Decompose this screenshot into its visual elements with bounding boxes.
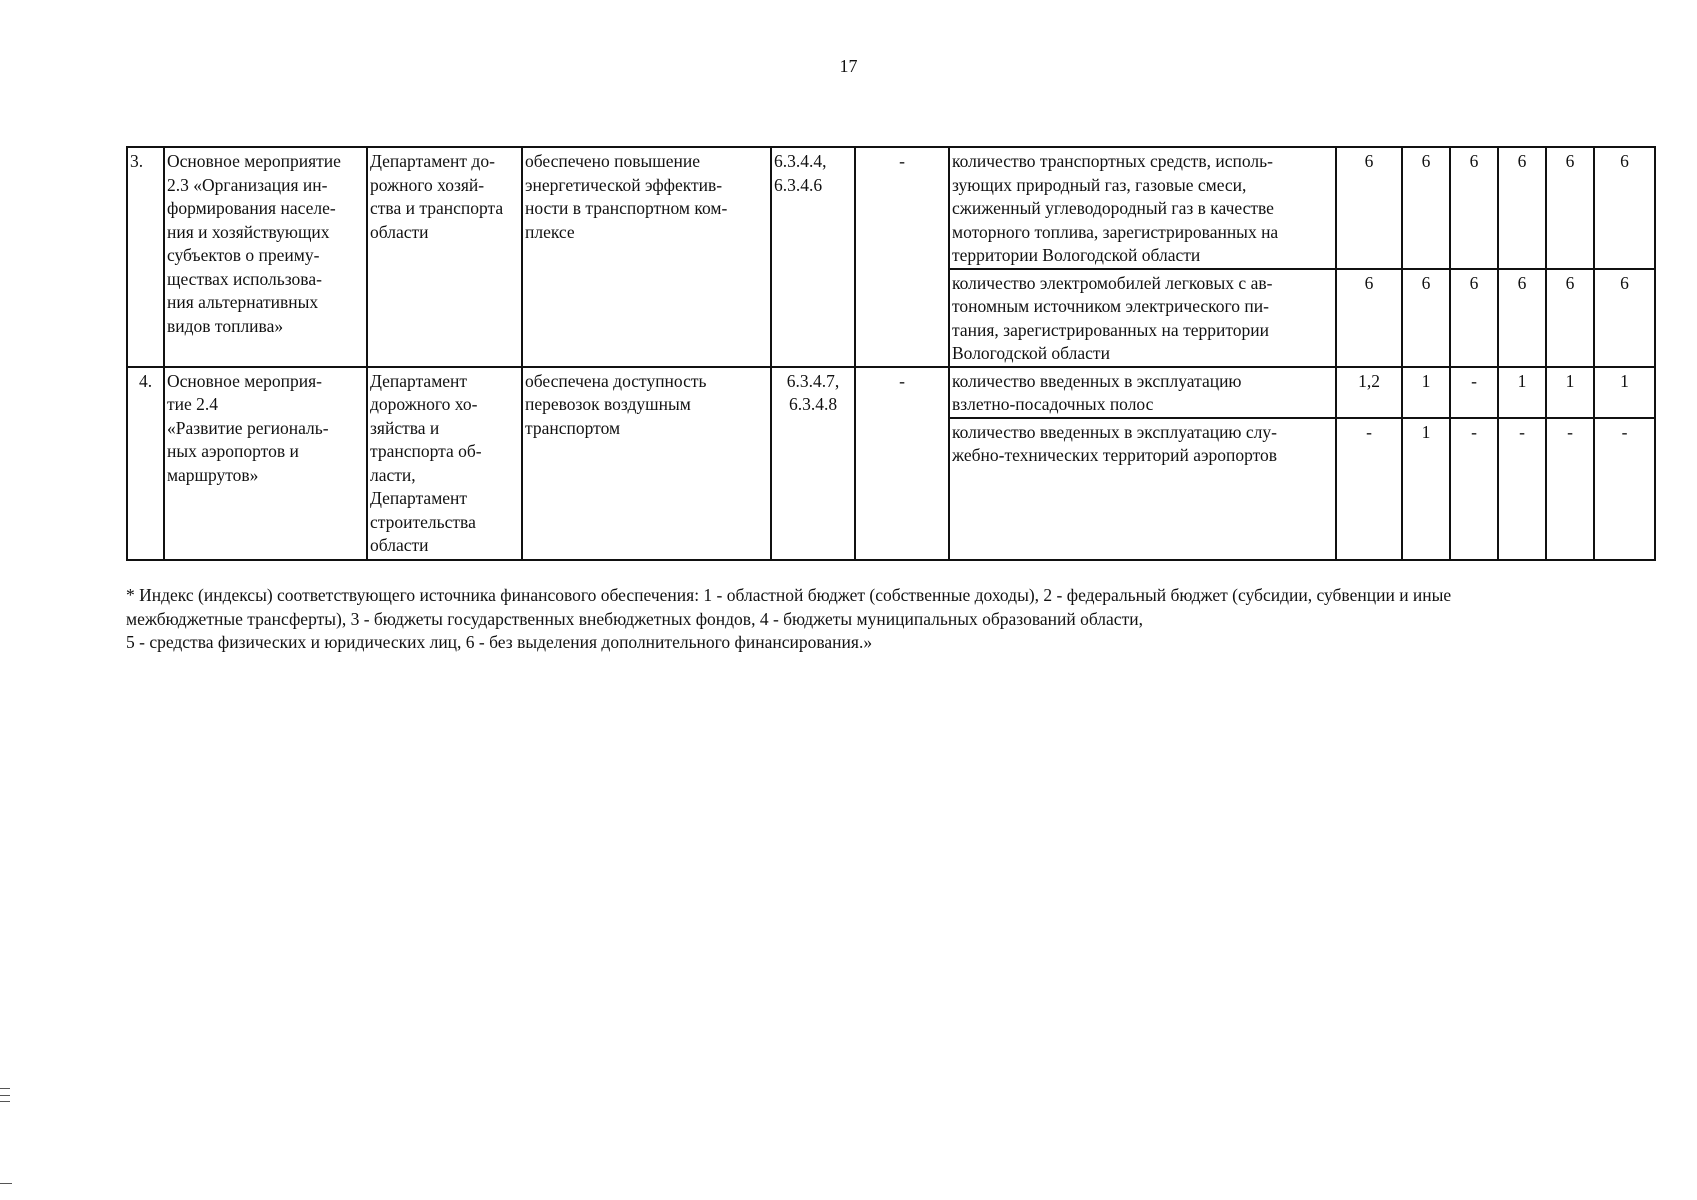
indicator-value: -	[1336, 418, 1402, 560]
indicator-value: -	[1450, 418, 1498, 560]
scan-artifact	[0, 1095, 10, 1096]
footnote-line: 5 - средства физических и юридических лиц, 6 - без выделения дополнительного финансирования.»	[126, 632, 873, 652]
indicator-value: 1	[1402, 367, 1450, 418]
table-row	[127, 367, 1655, 418]
indicator-value: 1	[1498, 367, 1546, 418]
indicator-value: -	[1450, 367, 1498, 418]
indicator-value: 1	[1546, 367, 1594, 418]
table-row	[127, 147, 1655, 269]
task-codes: 6.3.4.4, 6.3.4.6	[771, 147, 855, 367]
footnote-line: межбюджетные трансферты), 3 - бюджеты государственных внебюджетных фондов, 4 - бюджеты муниципальных образований области,	[126, 608, 1143, 629]
expected-result: обеспечена доступность перевозок воздушным транспортом	[522, 367, 771, 560]
indicator-value: 6	[1450, 269, 1498, 367]
indicator-value: 6	[1546, 147, 1594, 269]
event-name: Основное мероприя- тие 2.4 «Развитие региональ- ных аэропортов и маршрутов»	[164, 367, 367, 560]
indicator-value: 6	[1594, 269, 1655, 367]
indicator-value: 1,2	[1336, 367, 1402, 418]
column-5-value: -	[855, 367, 949, 560]
indicator-value: -	[1546, 418, 1594, 560]
indicator-value: 6	[1336, 269, 1402, 367]
indicator-value: 6	[1594, 147, 1655, 269]
scan-artifact	[0, 1183, 12, 1184]
indicator-value: 6	[1402, 269, 1450, 367]
indicator-value: 6	[1498, 269, 1546, 367]
indicator-value: 6	[1402, 147, 1450, 269]
indicator-text: количество транспортных средств, исполь- зующих природный газ, газовые смеси, сжиженный углеводородный газ в качестве моторного топлива, зарегистрированных на территории Вологодской области	[949, 147, 1336, 269]
footnote-line: * Индекс (индексы) соответствующего источника финансового обеспечения: 1 - областной бюджет (собственные доходы), 2 - федеральный бюджет (субсидии, субвенции и иные	[126, 585, 1452, 605]
program-events-table	[126, 146, 1656, 561]
row-index: 3.	[127, 147, 164, 367]
indicator-text: количество введенных в эксплуатацию слу- жебно-технических территорий аэропортов	[949, 418, 1336, 560]
indicator-value: -	[1498, 418, 1546, 560]
scan-artifact	[0, 1088, 10, 1089]
scan-artifact	[0, 1101, 10, 1102]
indicator-value: 1	[1594, 367, 1655, 418]
indicator-value: 6	[1450, 147, 1498, 269]
footnote	[126, 584, 1656, 655]
task-codes: 6.3.4.7, 6.3.4.8	[771, 367, 855, 560]
expected-result: обеспечено повышение энергетической эффектив- ности в транспортном ком- плексе	[522, 147, 771, 367]
event-name: Основное мероприятие 2.3 «Организация ин- формирования населе- ния и хозяйствующих субъектов о преиму- ществах использова- ния альтернативных видов топлива»	[164, 147, 367, 367]
page-number: 17	[839, 56, 858, 76]
indicator-value: -	[1594, 418, 1655, 560]
indicator-value: 6	[1498, 147, 1546, 269]
indicator-text: количество введенных в эксплуатацию взлетно-посадочных полос	[949, 367, 1336, 418]
row-index: 4.	[127, 367, 164, 560]
executor: Департамент до- рожного хозяй- ства и транспорта области	[367, 147, 522, 367]
column-5-value: -	[855, 147, 949, 367]
indicator-value: 1	[1402, 418, 1450, 560]
indicator-value: 6	[1546, 269, 1594, 367]
executor: Департамент дорожного хо- зяйства и транспорта об- ласти, Департамент строительства области	[367, 367, 522, 560]
indicator-text: количество электромобилей легковых с ав- тономным источником электрического пи- тания, зарегистрированных на территории Вологодской области	[949, 269, 1336, 367]
indicator-value: 6	[1336, 147, 1402, 269]
